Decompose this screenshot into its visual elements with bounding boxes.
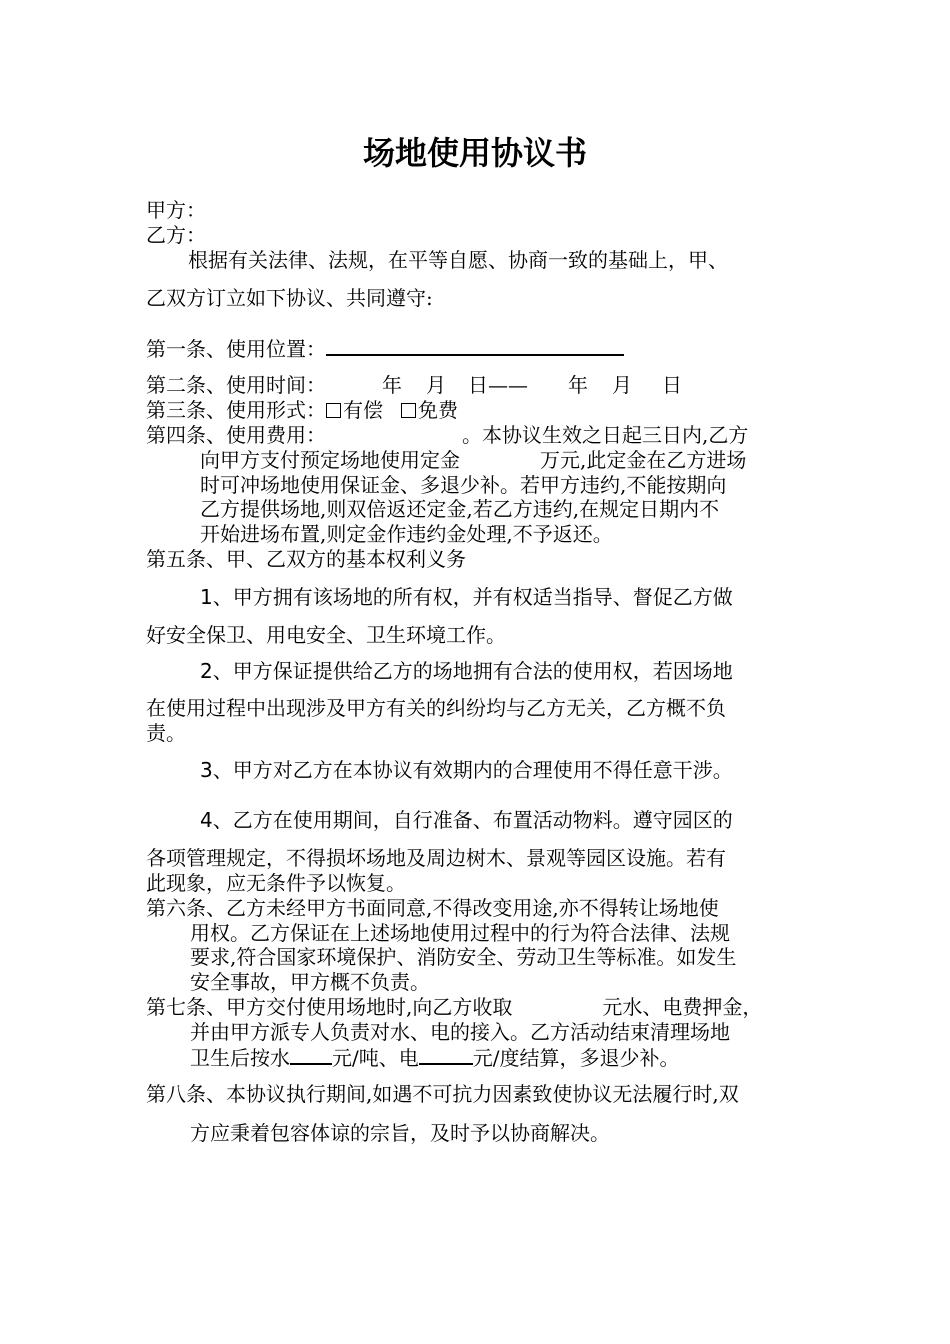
article-7-line-3-tail: 元/度结算，多退少补。: [472, 1046, 680, 1070]
article-6-line-3: 要求,符合国家环境保护、消防安全、劳动卫生等标准。如发生: [190, 945, 737, 969]
article-5-item-2-line-3: 责。: [146, 721, 186, 745]
free-checkbox[interactable]: [401, 403, 416, 418]
article-2-label: 第二条、使用时间：: [146, 373, 326, 397]
start-year-label: 年: [382, 373, 402, 397]
article-7-line-1: [146, 995, 762, 1019]
item-2-text: 、甲方保证提供给乙方的场地拥有合法的使用权，若因场地: [212, 659, 733, 683]
article-7-line-1-head: 第七条、甲方交付使用场地时,向乙方收取: [146, 995, 513, 1019]
article-3-label: 第三条、使用形式：: [146, 398, 326, 422]
article-6-line-4: 安全事故，甲方概不负责。: [190, 970, 430, 994]
article-4-line-5: 开始进场布置,则定金作违约金处理,不予返还。: [200, 522, 613, 546]
article-4-line-2: [200, 448, 746, 472]
electricity-price-blank: [419, 1045, 473, 1065]
article-7-line-1-tail: 元水、电费押金，: [602, 995, 763, 1019]
article-1: [146, 336, 624, 361]
item-4-number: 4: [200, 808, 213, 832]
article-7-line-2: 并由甲方派专人负责对水、电的接入。乙方活动结束清理场地: [190, 1020, 730, 1044]
item-1-text: 、甲方拥有该场地的所有权，并有权适当指导、督促乙方做: [212, 585, 733, 609]
article-5-item-4-line-2: 各项管理规定，不得损坏场地及周边树木、景观等园区设施。若有: [146, 846, 726, 870]
article-5-item-1-line-2: 好安全保卫、用电安全、卫生环境工作。: [146, 623, 506, 647]
article-4-line-1: [146, 423, 748, 447]
end-day-label: 日: [662, 373, 682, 397]
location-blank: [326, 336, 624, 356]
article-3: [146, 398, 458, 422]
intro-line-1: 根据有关法律、法规，在平等自愿、协商一致的基础上，甲、: [188, 248, 728, 272]
article-6-line-2: 用权。乙方保证在上述场地使用过程中的行为符合法律、法规: [190, 921, 730, 945]
article-7-line-3-mid: 元/吨、电: [332, 1046, 419, 1070]
article-5-label: 第五条、甲、乙双方的基本权利义务: [146, 547, 466, 571]
article-4-line-2-tail: 万元,此定金在乙方进场: [540, 448, 747, 472]
item-3-number: 3: [200, 758, 213, 782]
item-1-number: 1: [200, 585, 213, 609]
item-2-number: 2: [200, 659, 213, 683]
article-4-line-3: 时可冲场地使用保证金、多退少补。若甲方违约,不能按期向: [200, 473, 727, 497]
article-7-line-3-head: 卫生后按水: [190, 1046, 290, 1070]
article-4-line-4: 乙方提供场地,则双倍返还定金,若乙方违约,在规定日期内不: [200, 497, 720, 521]
article-5-item-4-line-1: [200, 808, 733, 832]
article-4-line-1-tail: 。本协议生效之日起三日内,乙方: [462, 423, 749, 447]
party-a-label: 甲方：: [146, 198, 206, 222]
article-4-line-2-head: 向甲方支付预定场地使用定金: [200, 448, 460, 472]
water-price-blank: [290, 1045, 332, 1065]
end-year-label: 年: [568, 373, 588, 397]
free-option-label: 免费: [418, 398, 458, 422]
article-5-item-2-line-1: [200, 659, 733, 683]
article-4-label: 第四条、使用费用：: [146, 423, 326, 447]
article-1-label: 第一条、使用位置：: [146, 337, 326, 361]
article-5-item-4-line-3: 此现象，应无条件予以恢复。: [146, 871, 406, 895]
article-5-item-3-line-1: [200, 758, 733, 782]
article-8-line-2: 方应秉着包容体谅的宗旨，及时予以协商解决。: [190, 1121, 610, 1145]
paid-checkbox[interactable]: [326, 403, 341, 418]
article-2: [146, 373, 682, 397]
document-title: 场地使用协议书: [362, 134, 587, 172]
article-5-item-2-line-2: 在使用过程中出现涉及甲方有关的纠纷均与乙方无关，乙方概不负: [146, 696, 726, 720]
intro-line-2: 乙双方订立如下协议、共同遵守:: [146, 286, 433, 310]
party-b-label: 乙方：: [146, 223, 206, 247]
start-day-label: 日——: [468, 373, 528, 397]
article-6-line-1: 第六条、乙方未经甲方书面同意,不得改变用途,亦不得转让场地使: [146, 896, 719, 920]
article-7-line-3: [190, 1045, 680, 1070]
article-5-item-1-line-1: [200, 585, 733, 609]
article-8-line-1: 第八条、本协议执行期间,如遇不可抗力因素致使协议无法履行时,双: [146, 1082, 739, 1106]
start-month-label: 月: [426, 373, 446, 397]
end-month-label: 月: [612, 373, 632, 397]
paid-option-label: 有偿: [343, 398, 383, 422]
item-4-text: 、乙方在使用期间，自行准备、布置活动物料。遵守园区的: [212, 808, 733, 832]
item-3-text: 、甲方对乙方在本协议有效期内的合理使用不得任意干涉。: [212, 758, 733, 782]
